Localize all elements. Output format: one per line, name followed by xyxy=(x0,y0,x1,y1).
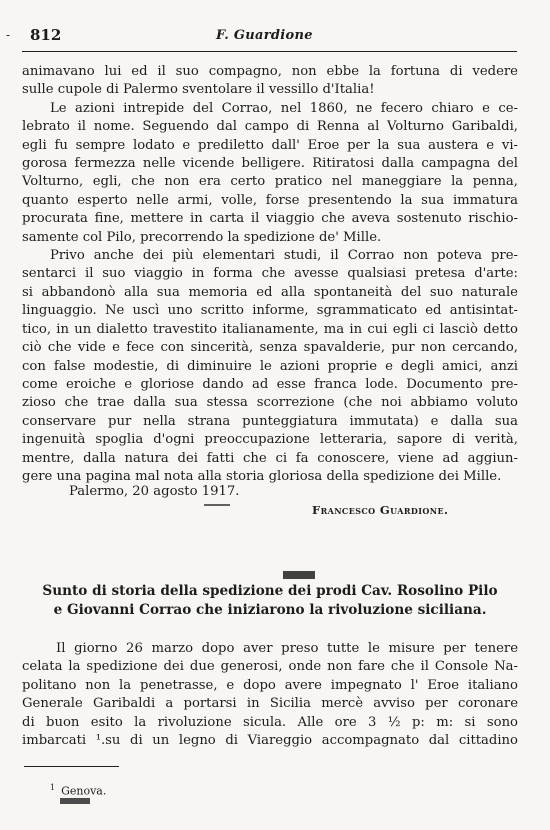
text-line: celata la spedizione dei due generosi, onde non fare che il Console Na- xyxy=(22,659,518,675)
title-line: Sunto di storia della spedizione dei prodi Cav. Rosolino Pilo xyxy=(42,583,498,599)
scan-smudge xyxy=(60,798,90,804)
text-line: Generale Garibaldi a portarsi in Sicilia mercè avviso per coronare xyxy=(22,696,518,712)
scan-smudge xyxy=(204,504,230,506)
text-line: conservare pur nella strana punteggiatura immutata) e dalla sua xyxy=(22,413,518,429)
text-line: gere una pagina mal nota alla storia gloriosa della spedizione dei Mille. xyxy=(22,468,502,484)
paragraph-1 xyxy=(22,63,518,100)
text-line: di buon esito la rivoluzione sicula. Alle ore 3 ½ p: m: si sono xyxy=(22,714,518,730)
place-date: Palermo, 20 agosto 1917. xyxy=(69,484,240,499)
text-line: ingenuità spoglia d'ogni preoccupazione letteraria, sapore di verità, xyxy=(22,432,518,448)
footnote-text: Genova. xyxy=(61,784,107,798)
text-line: Il giorno 26 marzo dopo aver preso tutte le misure per tenere xyxy=(56,641,518,656)
text-line: procurata fine, mettere in carta il viaggio che aveva sostenuto rischio- xyxy=(22,211,518,227)
footnote-rule xyxy=(24,766,119,767)
author-signature: Francesco Guardione. xyxy=(312,503,449,517)
text-line: imbarcati ¹.su di un legno di Viareggio accompagnato dal cittadino xyxy=(22,733,518,749)
paragraph-2 xyxy=(22,100,518,247)
margin-mark: - xyxy=(6,28,11,42)
body-text xyxy=(22,63,518,486)
text-line: quanto esperto nelle armi, volle, forse presentendo la sua immatura xyxy=(22,192,518,208)
text-line: zioso che trae dalla sua stessa scorrezione (che noi abbiamo voluto xyxy=(22,395,518,411)
scan-smudge xyxy=(283,571,315,579)
text-line: con false modestie, di diminuire le azioni proprie e degli amici, anzi xyxy=(22,358,518,374)
section-body xyxy=(22,640,518,750)
text-line: animavano lui ed il suo compagno, non ebbe la fortuna di vedere xyxy=(22,64,518,79)
text-line: tico, in un dialetto travestito italianamente, ma in cui egli ci lasciò detto xyxy=(22,321,518,337)
running-head: F. Guardione xyxy=(216,28,313,43)
text-line: politano non la penetrasse, e dopo avere impegnato l' Eroe italiano xyxy=(22,677,518,693)
text-line: gorosa fermezza nelle vicende belligere. Ritiratosi dalla campagna del xyxy=(22,156,518,172)
section-title xyxy=(22,582,518,620)
text-line: sentarci il suo viaggio in forma che avesse qualsiasi pretesa d'arte: xyxy=(22,266,518,282)
title-line: e Giovanni Corrao che iniziarono la rivoluzione siciliana. xyxy=(53,602,487,618)
footnote xyxy=(50,783,106,798)
text-line: ciò che vide e fece con sincerità, senza spavalderie, pur non cercando, xyxy=(22,340,518,356)
text-line: Le azioni intrepide del Corrao, nel 1860, ne fecero chiaro e ce- xyxy=(50,100,518,116)
text-line: linguaggio. Ne uscì uno scritto informe, sgrammaticato ed antisintat- xyxy=(22,303,518,319)
page-header xyxy=(0,26,550,50)
text-line: Volturno, egli, che non era certo pratico nel maneggiare la penna, xyxy=(22,174,518,190)
footnote-marker: 1 xyxy=(50,783,56,792)
page-number: 812 xyxy=(30,26,62,44)
text-line: sulle cupole di Palermo sventolare il vessillo d'Italia! xyxy=(22,82,375,98)
signoff xyxy=(22,484,518,524)
text-line: come eroiche e gloriose dando ad esse franca lode. Documento pre- xyxy=(22,376,518,392)
paragraph-3 xyxy=(22,247,518,486)
text-line: mentre, dalla natura dei fatti che ci fa conoscere, viene ad aggiun- xyxy=(22,450,518,466)
text-line: lebrato il nome. Seguendo dal campo di Renna al Volturno Garibaldi, xyxy=(22,119,518,135)
text-line: samente col Pilo, precorrendo la spedizione de' Mille. xyxy=(22,229,382,245)
text-line: si abbandonò alla sua memoria ed alla spontaneità del suo naturale xyxy=(22,284,518,300)
text-line: Privo anche dei più elementari studi, il Corrao non poteva pre- xyxy=(50,248,518,264)
header-rule xyxy=(22,51,517,52)
text-line: egli fu sempre lodato e prediletto dall' Eroe per la sua austera e vi- xyxy=(22,137,518,153)
